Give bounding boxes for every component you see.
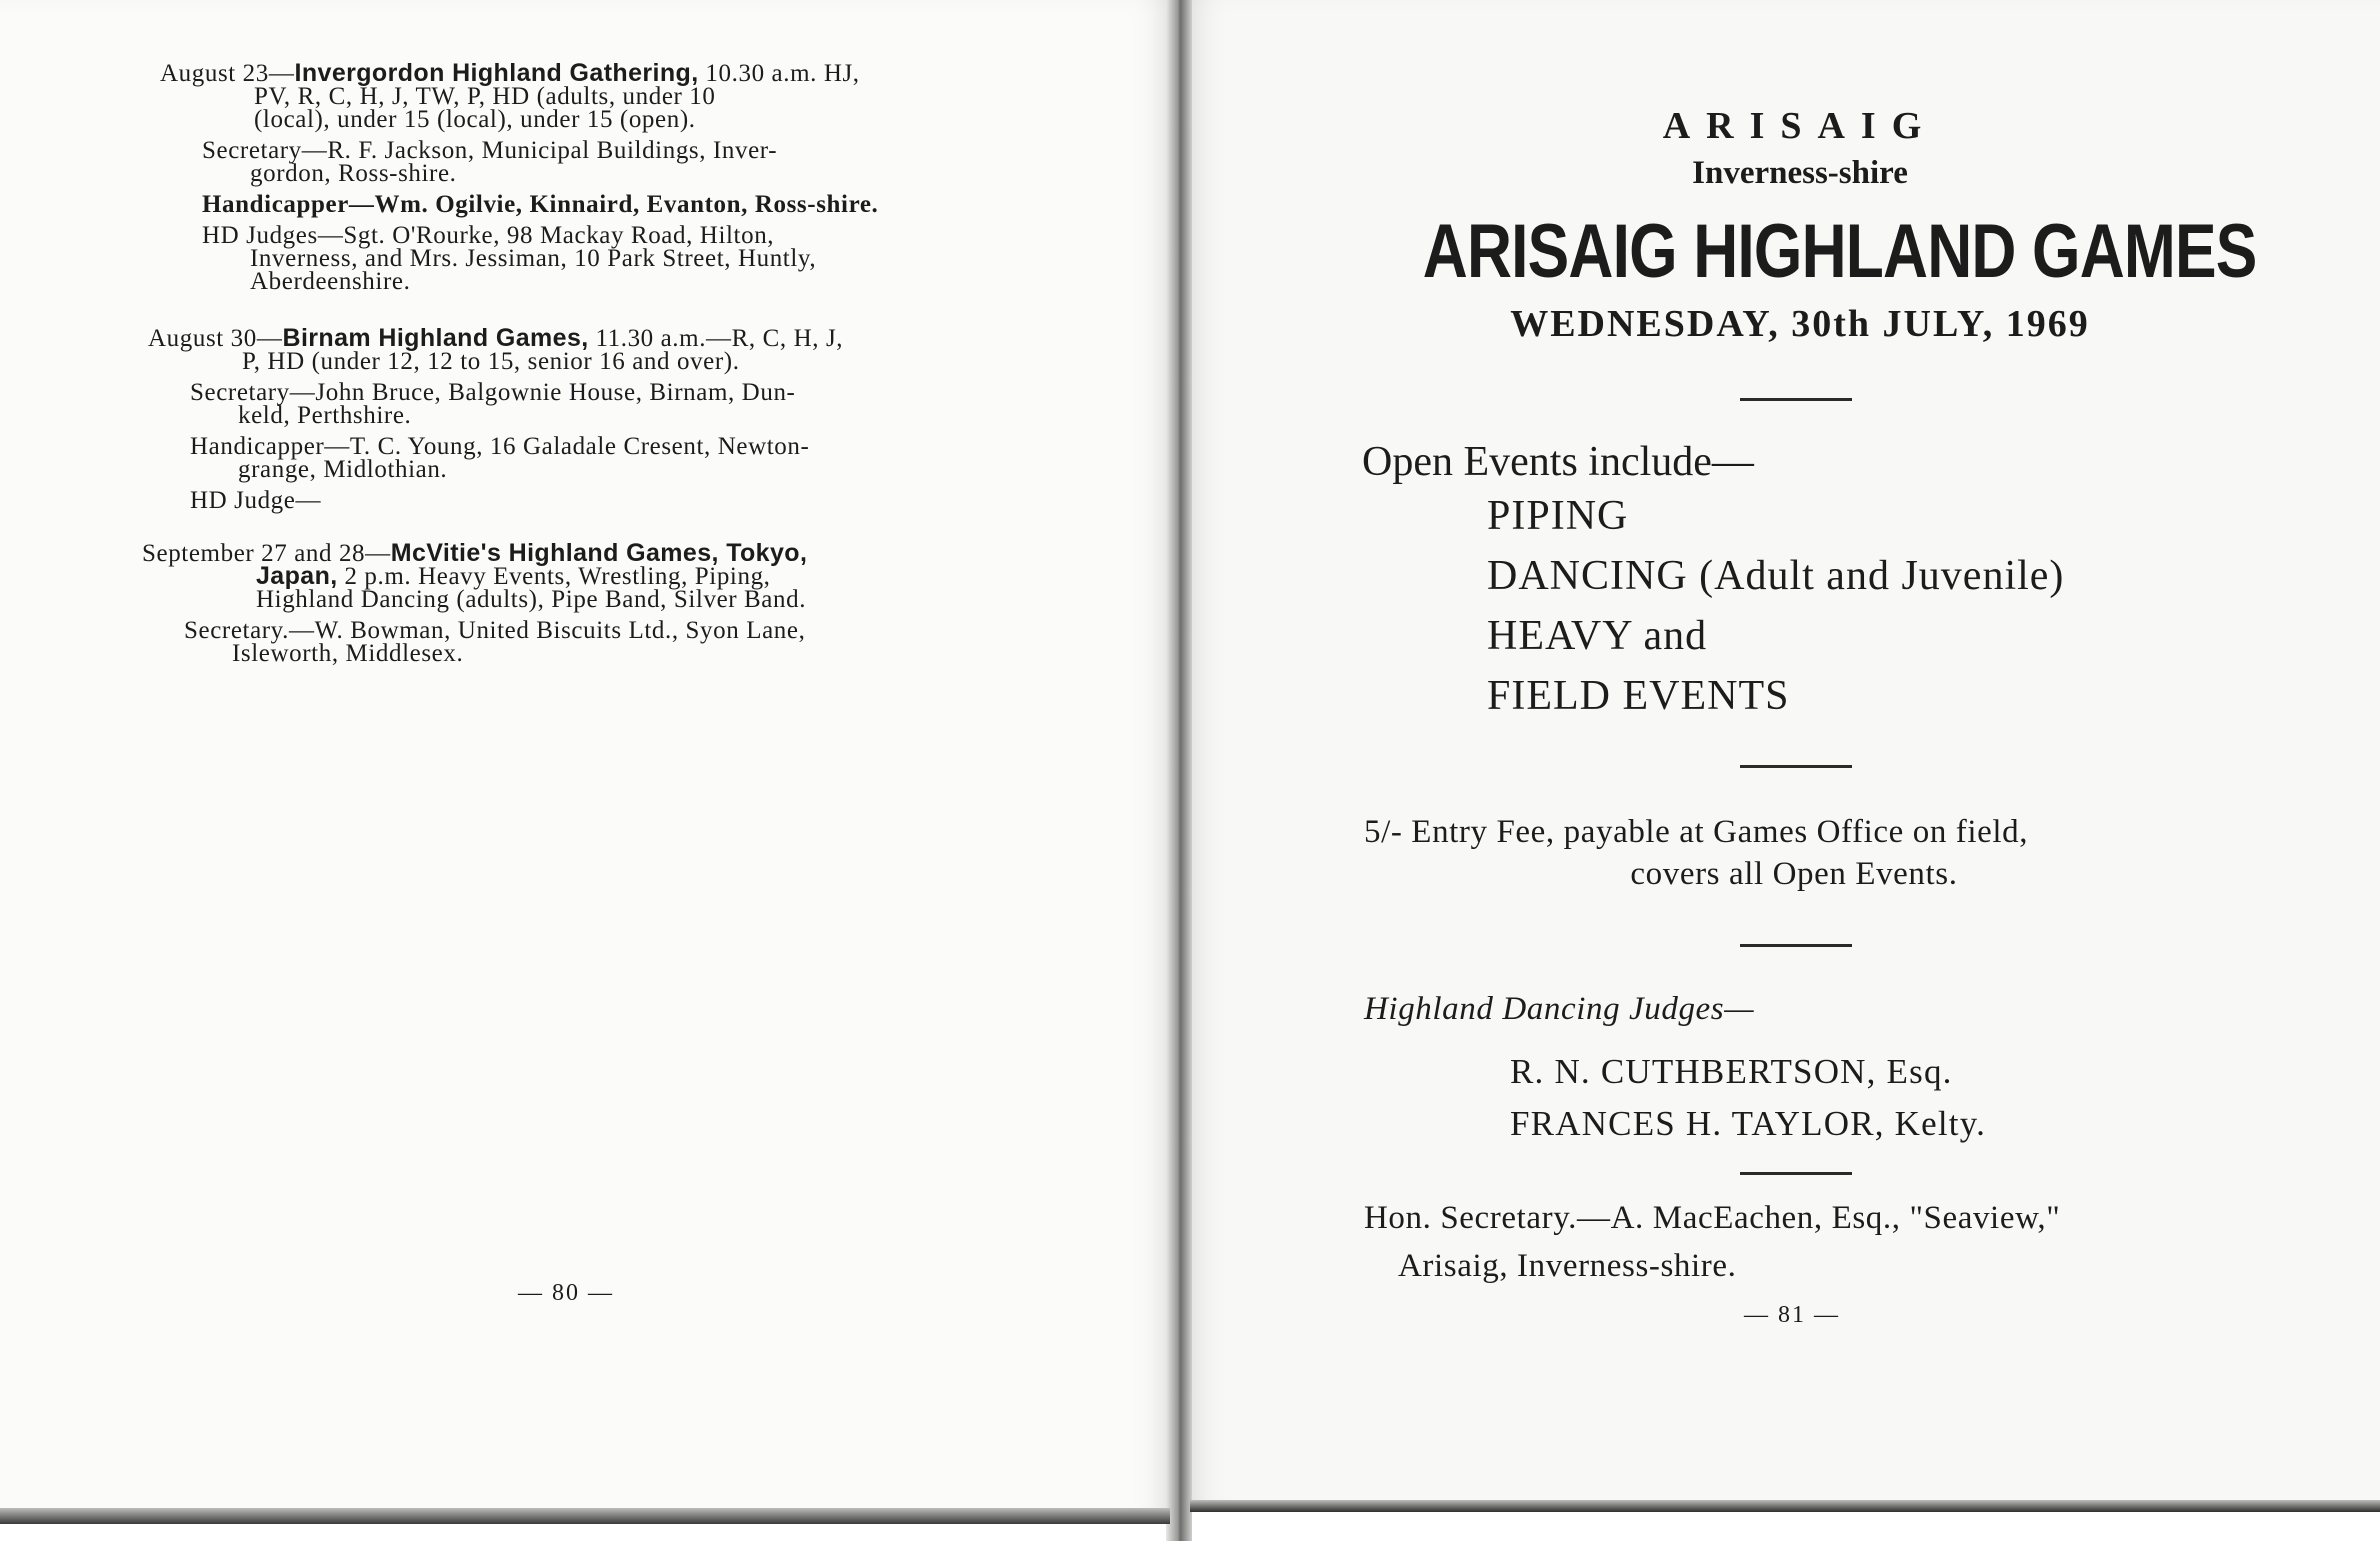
listing-date: September 27 and 28	[142, 540, 366, 567]
listing-header: September 27 and 28—McVitie's Highland Games, Tokyo, Japan, 2 p.m. Heavy Events, Wrestling, Piping, Highland Dancing (adults), Pipe Band, Silver Band.	[142, 539, 808, 613]
listing-birnam	[148, 324, 1028, 514]
left-page-edge	[0, 1508, 1170, 1524]
event-heavy: HEAVY and	[1487, 613, 1708, 659]
listing-detail: 11.30 a.m.—R, C, H, J,	[588, 325, 844, 352]
listing-header: August 23—Invergordon Highland Gathering, 10.30 a.m. HJ, PV, R, C, H, J, TW, P, HD (adults, under 10 (local), under 15 (local), under 15 (open).	[160, 59, 860, 133]
listing-secretary: Secretary—John Bruce, Balgownie House, Birnam, Dun- keld, Perthshire.	[190, 379, 796, 429]
listing-mcvities	[142, 539, 1028, 667]
listing-invergordon	[148, 59, 1028, 295]
entry-fee-line: 5/- Entry Fee, payable at Games Office on field,	[1364, 814, 2029, 850]
entry-fee-note: covers all Open Events.	[1630, 856, 1958, 892]
listing-title: Japan,	[256, 562, 338, 590]
listing-handicapper: Handicapper—T. C. Young, 16 Galadale Cresent, Newton- grange, Midlothian.	[190, 433, 810, 483]
event-field: FIELD EVENTS	[1487, 673, 1790, 719]
event-dancing: DANCING (Adult and Juvenile)	[1487, 553, 2065, 599]
right-page-edge	[1190, 1500, 2380, 1512]
games-date: WEDNESDAY, 30th JULY, 1969	[1510, 303, 2090, 345]
divider-rule	[1740, 1172, 1852, 1175]
left-page-listings	[142, 59, 1028, 691]
divider-rule	[1740, 765, 1852, 768]
open-events-intro: Open Events include—	[1362, 439, 1754, 485]
judge-name: FRANCES H. TAYLOR, Kelty.	[1510, 1104, 1987, 1143]
place-heading: ARISAIG	[1662, 105, 1938, 147]
listing-secretary: Secretary.—W. Bowman, United Biscuits Ltd., Syon Lane, Isleworth, Middlesex.	[184, 617, 806, 667]
event-piping: PIPING	[1487, 493, 1629, 539]
listing-detail: P, HD (under 12, 12 to 15, senior 16 and over).	[242, 348, 740, 375]
listing-detail: PV, R, C, H, J, TW, P, HD (adults, under 10	[254, 83, 716, 110]
listing-detail: 10.30 a.m. HJ,	[698, 60, 860, 87]
book-gutter	[1166, 0, 1192, 1541]
listing-date: August 23	[160, 60, 269, 87]
games-title: ARISAIG HIGHLAND GAMES	[1422, 209, 2257, 294]
divider-rule	[1740, 944, 1852, 947]
judges-heading: Highland Dancing Judges—	[1364, 991, 1755, 1027]
listing-header: August 30—Birnam Highland Games, 11.30 a.m.—R, C, H, J, P, HD (under 12, 12 to 15, senior 16 and over).	[148, 324, 844, 375]
listing-detail: Highland Dancing (adults), Pipe Band, Silver Band.	[256, 586, 807, 613]
listing-hd-judges: HD Judges—Sgt. O'Rourke, 98 Mackay Road, Hilton, Inverness, and Mrs. Jessiman, 10 Park Street, Huntly, Aberdeenshire.	[202, 222, 817, 295]
secretary-address: Arisaig, Inverness-shire.	[1398, 1248, 1737, 1284]
secretary-line: Hon. Secretary.—A. MacEachen, Esq., "Seaview,"	[1364, 1200, 2061, 1236]
county-heading: Inverness-shire	[1692, 155, 1908, 191]
listing-title: Birnam Highland Games,	[282, 324, 589, 352]
listing-title: Invergordon Highland Gathering,	[294, 59, 699, 87]
listing-date: August 30	[148, 325, 257, 352]
listing-hd-judge: HD Judge—	[190, 487, 322, 514]
right-page-number: — 81 —	[1744, 1302, 1840, 1328]
judge-name: R. N. CUTHBERTSON, Esq.	[1510, 1052, 1953, 1091]
listing-detail: 2 p.m. Heavy Events, Wrestling, Piping,	[337, 563, 771, 590]
listing-detail: (local), under 15 (local), under 15 (open).	[254, 106, 696, 133]
listing-title: McVitie's Highland Games, Tokyo,	[390, 539, 808, 567]
listing-handicapper: Handicapper—Wm. Ogilvie, Kinnaird, Evanton, Ross-shire.	[202, 191, 879, 218]
listing-secretary: Secretary—R. F. Jackson, Municipal Buildings, Inver- gordon, Ross-shire.	[202, 137, 778, 187]
divider-rule	[1740, 398, 1852, 401]
left-page-number: — 80 —	[518, 1280, 614, 1306]
